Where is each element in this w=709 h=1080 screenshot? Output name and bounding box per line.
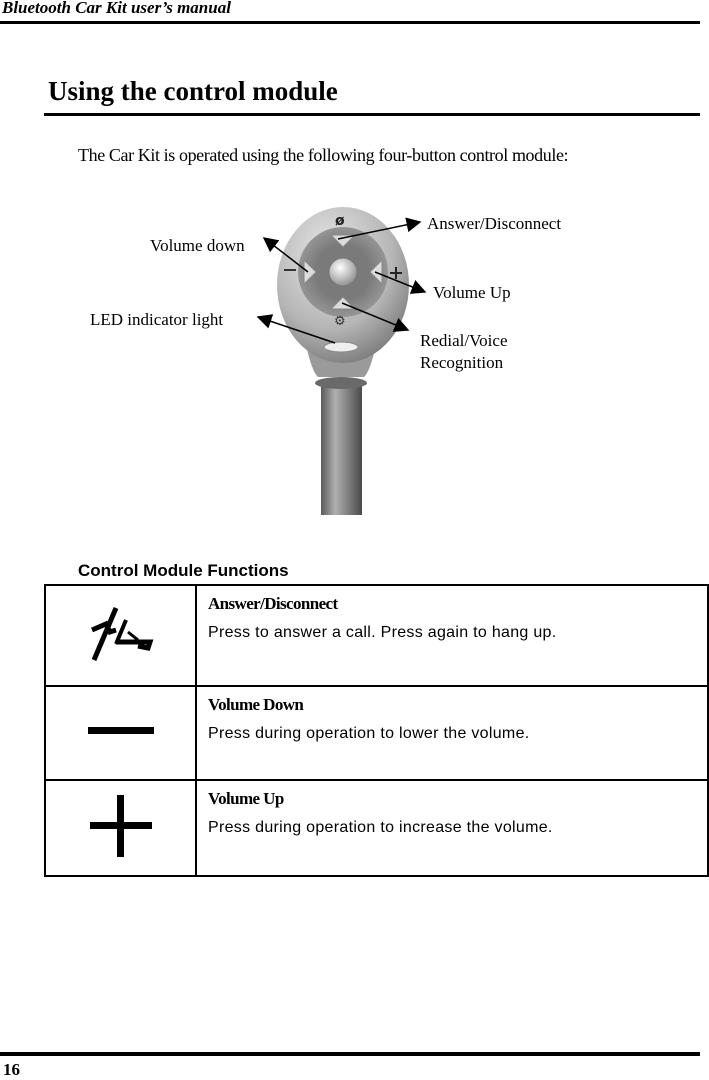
icon-cell bbox=[45, 585, 196, 686]
label-redial-voice bbox=[420, 330, 508, 374]
intro-paragraph: The Car Kit is operated using the following four-button control module: bbox=[78, 145, 569, 165]
function-description: Press during operation to increase the volume. bbox=[208, 819, 553, 836]
text-cell bbox=[196, 780, 708, 876]
functions-table bbox=[44, 584, 709, 877]
header-rule bbox=[0, 21, 700, 24]
table-row bbox=[45, 686, 708, 780]
module-stem bbox=[321, 385, 362, 515]
function-name: Volume Up bbox=[208, 789, 284, 808]
section-title: Using the control module bbox=[48, 76, 338, 106]
footer-rule bbox=[0, 1052, 700, 1056]
icon-cell bbox=[45, 686, 196, 780]
label-led: LED indicator light bbox=[90, 310, 224, 329]
function-description: Press during operation to lower the volume. bbox=[208, 725, 530, 742]
icon-cell bbox=[45, 780, 196, 876]
table-title: Control Module Functions bbox=[78, 561, 289, 580]
text-cell bbox=[196, 585, 708, 686]
control-module-illustration bbox=[0, 195, 709, 525]
label-volume-down: Volume down bbox=[150, 236, 245, 255]
label-answer-disconnect: Answer/Disconnect bbox=[427, 214, 562, 233]
control-module-figure bbox=[0, 195, 709, 525]
center-button bbox=[329, 258, 357, 286]
minus-icon bbox=[88, 725, 154, 737]
stem-collar bbox=[315, 377, 367, 389]
section-rule bbox=[44, 113, 700, 116]
redial-symbol-icon: ⚙ bbox=[334, 314, 346, 329]
plus-icon bbox=[90, 795, 152, 857]
running-header: Bluetooth Car Kit user’s manual bbox=[2, 0, 231, 17]
page-number: 16 bbox=[3, 1060, 20, 1079]
table-row bbox=[45, 780, 708, 876]
function-name: Volume Down bbox=[208, 695, 304, 714]
function-name: Answer/Disconnect bbox=[208, 594, 338, 613]
text-cell bbox=[196, 686, 708, 780]
function-description: Press to answer a call. Press again to hang up. bbox=[208, 624, 557, 641]
label-volume-up: Volume Up bbox=[433, 283, 511, 302]
answer-disconnect-icon bbox=[86, 602, 156, 664]
label-redial-line1: Redial/Voice bbox=[420, 331, 508, 350]
table-row bbox=[45, 585, 708, 686]
answer-symbol-icon: ø bbox=[335, 213, 345, 229]
label-redial-line2: Recognition bbox=[420, 353, 504, 372]
led-indicator bbox=[324, 342, 358, 352]
